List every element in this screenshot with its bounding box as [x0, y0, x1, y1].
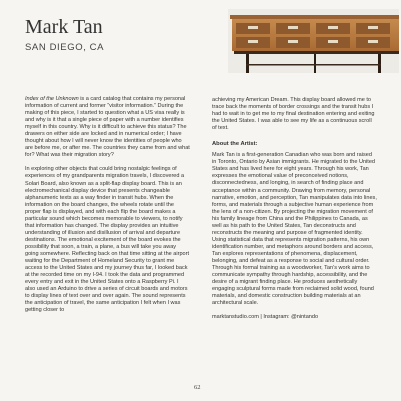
artist-location: SAN DIEGO, CA [25, 42, 105, 53]
continuation-paragraph: achieving my American Dream. This display board allowed me to trace back the moments of border crossings and the transit hubs I had to wait in to get me to my final destination entering and exiting the United States. I was able to see my life as a continuous scroll of text. [212, 97, 375, 132]
about-artist-paragraph: Mark Tan is a first-generation Canadian who was born and raised in Toronto, Ontario by Asian immigrants. He migrated to the United States and has lived here for eight years. Through his work, Tan expresses the emotional value of preconceived notions, disconnectedness, and longing, in search of finding place and acceptance within a community. Drawing from memory, personal narrative, emotion, and perception, Tan manipulates data into lines, forms, and materials through a subjective human experience from the lens of a non-citizen. By projecting the migration movement of his family lineage from China and the Philippines to Canada, as well as his path to the United States, Tan deconstructs and reconstructs the meaning and purpose of fragmented identity. Using statistical data that represents migration patterns, his own identification number, and metaphors around borders and access, Tan explores representations of phenomena, displacement, belonging, and defeat as a response to social and cultural order. Through his formal training as a woodworker, Tan’s work aims to communicate sympathy through hardship, accessibility, and the desire of a migrant finding place. He produces aesthetically engaging sculptural forms made from reclaimed solid wood, found materials, and domestic construction building materials at an architectural scale. [212, 152, 377, 307]
left-text-column [25, 96, 190, 321]
intro-paragraph [25, 96, 190, 159]
artwork-photo [228, 9, 399, 73]
artist-contact: marktanstudio.com | Instagram: @nintando [212, 314, 319, 321]
intro-text: is a card catalog that contains my personal information of current and former “visitor information.” During the making of this piece, I started to question what a US visa really is and why is it that a single piece of paper with a number identifies myself in this country. Why is it difficult to achieve this status? The drawers on either side are locked and in numerical order; I have thought about how I will never know the identities of people who are before me, or after me. The countries they came from and what for? What was their migration story? [25, 96, 190, 159]
artist-name: Mark Tan [25, 16, 103, 38]
right-text-column [212, 97, 377, 328]
about-artist-heading: About the Artist: [212, 141, 258, 148]
page-number: 62 [194, 384, 201, 391]
card-catalog-cabinet-image [228, 9, 399, 73]
solari-board-paragraph: In exploring other objects that could bring nostalgic feelings of experiences of my grandparents migration travels, I discovered a Solari Board, also known as a split-flap display board. This is an electromechanical display device that presents changeable alphanumeric texts as a way finder in transit hubs. When the information on the board changes, the wheels rotate until the proper flap is displayed, and with each flip the board makes a particular sound which becomes memorable to viewers, to notify that information has changed. The display provides an intuitive understanding of illusion and disillusion of arrival and departure destinations. The emotional excitement of the board evokes the possibility that soon, a train, a plane, a bus will take you away going somewhere. Reflecting back on that time sitting at the airport waiting for the Department of Homeland Security to grant me access to the United States and my journey thus far, I looked back at the recorded time on my I-94. I took the data and programmed every entry and exit in the United States onto a Raspberry Pi. I also used an Arduino to drive a series of circuit boards and motors to display lines of text over and over again. The sound represents the anticipation of travel, the same anticipation I felt when I was getting closer to [25, 166, 190, 314]
artwork-title: Index of the Unknown [25, 96, 79, 102]
